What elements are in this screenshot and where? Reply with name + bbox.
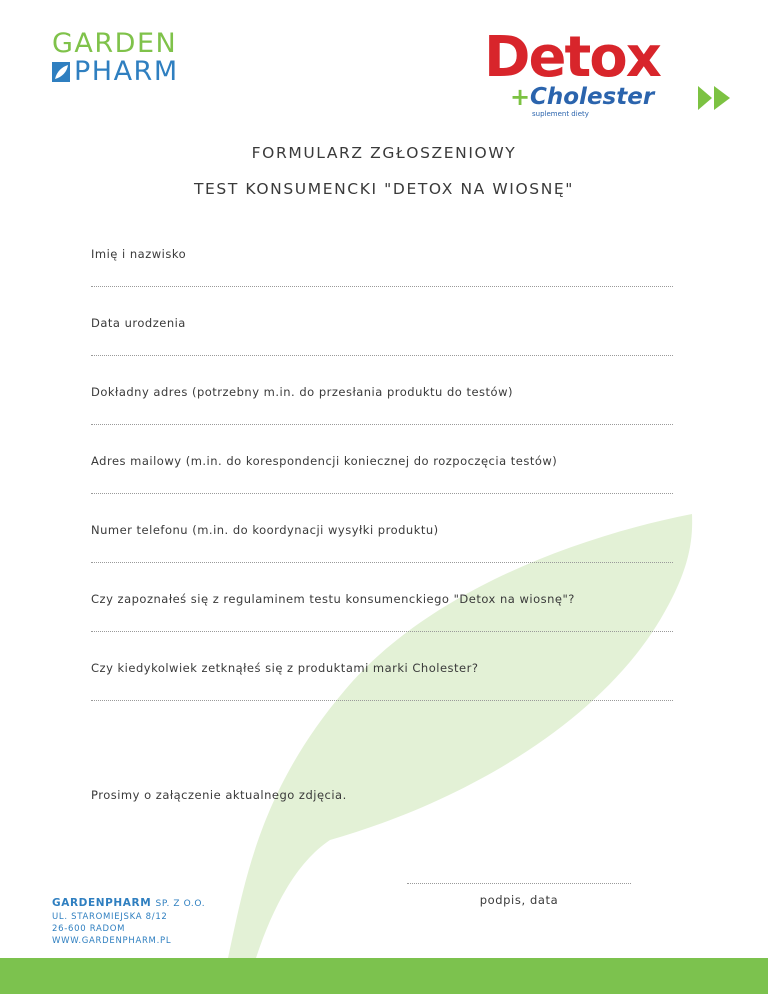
field-address	[91, 385, 673, 425]
field-entry-line[interactable]	[91, 562, 673, 563]
field-label: Czy zapoznałeś się z regulaminem testu konsumenckiego "Detox na wiosnę"?	[91, 592, 575, 606]
company-name: GARDENPHARM	[52, 897, 152, 909]
field-birth-date	[91, 316, 673, 356]
cholester-logo-text: Cholester	[530, 84, 655, 110]
form-subtitle: TEST KONSUMENCKI "DETOX NA WIOSNĘ"	[193, 180, 575, 198]
gardenpharm-logo-line1: GARDEN	[52, 28, 178, 59]
field-label: Adres mailowy (m.in. do korespondencji koniecznej do rozpoczęcia testów)	[91, 454, 558, 468]
field-email	[91, 454, 673, 494]
leaf-icon	[52, 62, 70, 82]
field-regulations-question	[91, 592, 673, 632]
field-label: Imię i nazwisko	[91, 247, 187, 261]
field-entry-line[interactable]	[91, 286, 673, 287]
company-info	[52, 896, 205, 947]
company-street: UL. STAROMIEJSKA 8/12	[52, 912, 168, 922]
photo-note: Prosimy o załączenie aktualnego zdjęcia.	[91, 788, 347, 802]
detox-cholester-logo	[484, 25, 734, 122]
field-entry-line[interactable]	[91, 424, 673, 425]
form-title: FORMULARZ ZGŁOSZENIOWY	[251, 144, 517, 162]
field-label: Data urodzenia	[91, 316, 186, 330]
field-phone	[91, 523, 673, 563]
supplement-label: suplement diety	[532, 110, 589, 118]
company-city: 26-600 RADOM	[52, 924, 126, 934]
company-website: WWW.GARDENPHARM.PL	[52, 936, 172, 946]
field-entry-line[interactable]	[91, 355, 673, 356]
field-entry-line[interactable]	[91, 493, 673, 494]
field-entry-line[interactable]	[91, 700, 673, 701]
footer-bar	[0, 958, 768, 994]
gardenpharm-logo	[52, 30, 179, 86]
field-cholester-question	[91, 661, 673, 701]
field-label: Numer telefonu (m.in. do koordynacji wysyłki produktu)	[91, 523, 439, 537]
plus-sign: +	[510, 83, 531, 111]
double-arrow-icon	[696, 84, 732, 112]
field-entry-line[interactable]	[91, 631, 673, 632]
field-full-name	[91, 247, 673, 287]
signature-line[interactable]	[407, 883, 631, 884]
gardenpharm-logo-line2-text: PHARM	[74, 56, 179, 87]
signature-label: podpis, data	[479, 893, 559, 907]
field-label: Dokładny adres (potrzebny m.in. do przesłania produktu do testów)	[91, 385, 513, 399]
company-name-line	[52, 896, 205, 911]
field-label: Czy kiedykolwiek zetknąłeś się z produktami marki Cholester?	[91, 661, 479, 675]
gardenpharm-logo-line2	[52, 58, 179, 86]
company-suffix: SP. Z O.O.	[155, 899, 206, 909]
detox-logo-text: Detox	[484, 25, 660, 90]
